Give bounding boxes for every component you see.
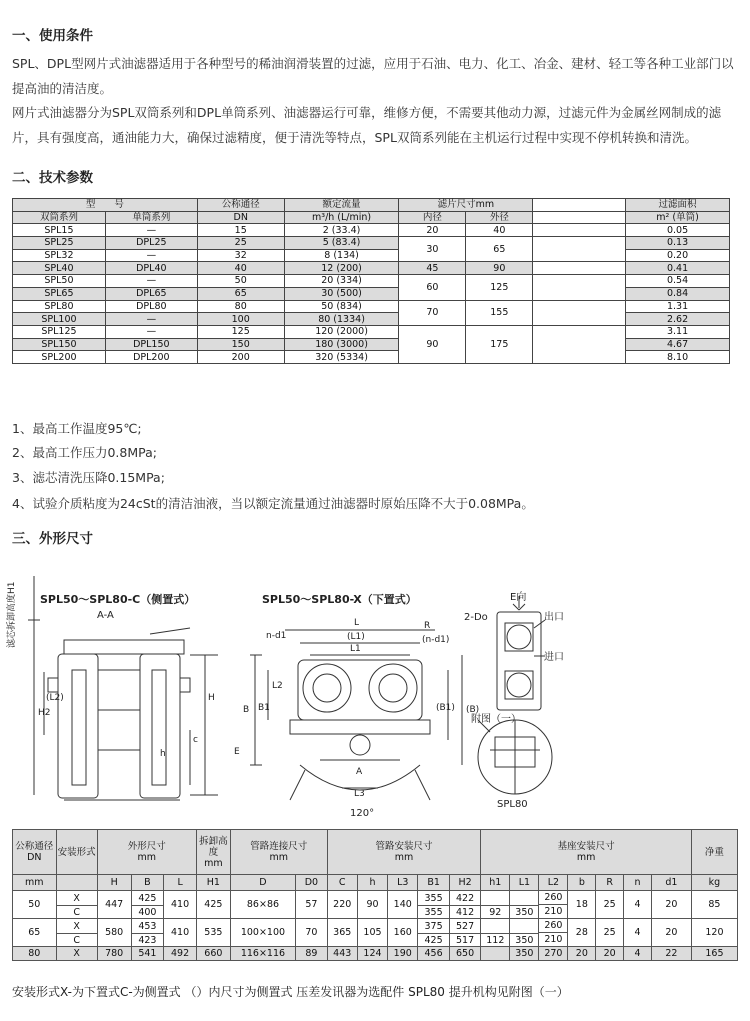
cell: 15 bbox=[197, 224, 284, 237]
table-row bbox=[13, 262, 730, 275]
cell: 220 bbox=[327, 891, 357, 919]
cell: 0.54 bbox=[626, 275, 730, 288]
label-2do: 2-Do bbox=[464, 612, 488, 623]
cell: 165 bbox=[691, 947, 737, 961]
cell: 60 bbox=[399, 275, 466, 300]
cell: DPL200 bbox=[105, 351, 197, 364]
unit-cell: mm bbox=[13, 875, 57, 891]
cell: — bbox=[105, 325, 197, 338]
cell: 20 bbox=[651, 891, 691, 919]
dim-label: R bbox=[424, 621, 431, 631]
cell: 456 bbox=[418, 947, 449, 961]
cell: SPL25 bbox=[13, 237, 106, 250]
label-inlet: 进口 bbox=[544, 652, 564, 663]
cell: 20 bbox=[651, 919, 691, 947]
dim-label: (L2) bbox=[46, 693, 64, 703]
th-dn-unit: DN bbox=[197, 211, 284, 224]
cell: 210 bbox=[539, 933, 568, 947]
cell: 780 bbox=[97, 947, 131, 961]
cell: 25 bbox=[596, 919, 624, 947]
table-caption: 安装形式X-为下置式C-为侧置式 （）内尺寸为侧置式 压差发讯器为选配件 SPL80 提升机构见附图（一） bbox=[12, 985, 569, 999]
cell: 412 bbox=[449, 906, 480, 919]
table-row bbox=[13, 947, 738, 961]
label-e-dir: E向 bbox=[510, 592, 527, 603]
dim-label: A bbox=[356, 767, 363, 777]
cell: 124 bbox=[357, 947, 387, 961]
cell: 100 bbox=[197, 313, 284, 326]
cell: 4.67 bbox=[626, 338, 730, 351]
cell: DPL65 bbox=[105, 287, 197, 300]
cell: 270 bbox=[539, 947, 568, 961]
unit-cell: n bbox=[624, 875, 652, 891]
label-spl80: SPL80 bbox=[497, 799, 528, 810]
unit-cell: B bbox=[131, 875, 164, 891]
cell: 57 bbox=[296, 891, 327, 919]
note-2: 2、最高工作压力0.8MPa; bbox=[12, 445, 157, 460]
cell: X bbox=[56, 919, 97, 934]
cell: 200 bbox=[197, 351, 284, 364]
cell: 453 bbox=[131, 919, 164, 934]
dim-label: L bbox=[354, 618, 360, 628]
cell: 30 (500) bbox=[284, 287, 399, 300]
cell: 20 bbox=[596, 947, 624, 961]
dim-label: L2 bbox=[272, 681, 283, 691]
cell: 12 (200) bbox=[284, 262, 399, 275]
dim-label: (B) bbox=[466, 705, 480, 715]
cell: 447 bbox=[97, 891, 131, 919]
label-outlet: 出口 bbox=[544, 612, 564, 623]
cell: 4 bbox=[624, 919, 652, 947]
dim-label: B bbox=[243, 705, 250, 715]
th-area: 过滤面积 bbox=[626, 199, 730, 212]
unit-cell bbox=[56, 875, 97, 891]
usage-paragraph-1: SPL、DPL型网片式油滤器适用于各种型号的稀油润滑装置的过滤，应用于石油、电力、化工、冶金、建材、轻工等各种工业部门以提高油的清洁度。 bbox=[12, 56, 734, 96]
cell: 70 bbox=[296, 919, 327, 947]
unit-cell: h1 bbox=[481, 875, 510, 891]
dim-label: L3 bbox=[354, 789, 365, 799]
usage-paragraph-2: 网片式油滤器分为SPL双筒系列和DPL单筒系列、油滤器运行可靠，维修方便，不需要其他动力源，过滤元件为金属丝网制成的滤片，具有强度高，通油能力大，确保过滤精度，便于清洗等特点，SPL双筒系列能在主机运行过程中实现不停机转换和清洗。 bbox=[12, 105, 722, 145]
cell: 25 bbox=[596, 891, 624, 919]
cell: 422 bbox=[449, 891, 480, 906]
cell: 89 bbox=[296, 947, 327, 961]
unit-cell: b bbox=[568, 875, 596, 891]
cell: 30 bbox=[399, 237, 466, 262]
table-row bbox=[13, 300, 730, 313]
cell: 20 (334) bbox=[284, 275, 399, 288]
cell: 425 bbox=[418, 934, 449, 947]
cell: 80 bbox=[197, 300, 284, 313]
cell: 580 bbox=[97, 919, 131, 947]
th-base bbox=[481, 830, 692, 875]
th-area-unit: m² (单筒) bbox=[626, 211, 730, 224]
th-model: 型 号 bbox=[13, 199, 198, 212]
cell bbox=[481, 947, 510, 961]
dim-label: L1 bbox=[350, 644, 361, 654]
th-outer-label: 外形尺寸 bbox=[127, 841, 166, 852]
cell: 4 bbox=[624, 891, 652, 919]
cell: 86×86 bbox=[230, 891, 295, 919]
unit-cell: C bbox=[327, 875, 357, 891]
section-title-specs: 二、技术参数 bbox=[12, 170, 93, 186]
cell: 350 bbox=[510, 934, 539, 947]
cell: 355 bbox=[418, 906, 449, 919]
cell: 535 bbox=[196, 919, 230, 947]
unit-cell: d1 bbox=[651, 875, 691, 891]
th-pipe bbox=[230, 830, 327, 875]
cell: 92 bbox=[481, 906, 510, 919]
cell: DPL80 bbox=[105, 300, 197, 313]
unit-cell: H bbox=[97, 875, 131, 891]
unit-cell: H1 bbox=[196, 875, 230, 891]
label-aa: A-A bbox=[97, 610, 114, 621]
cell: 50 (834) bbox=[284, 300, 399, 313]
unit-cell: H2 bbox=[449, 875, 480, 891]
cell: 350 bbox=[510, 906, 539, 919]
cell: DPL25 bbox=[105, 237, 197, 250]
dim-label: H bbox=[208, 693, 215, 703]
cell: SPL200 bbox=[13, 351, 106, 364]
th-pipe-unit: mm bbox=[269, 852, 288, 863]
cell: 400 bbox=[131, 906, 164, 919]
th-outer bbox=[97, 830, 196, 875]
unit-cell: R bbox=[596, 875, 624, 891]
th-h1 bbox=[196, 830, 230, 875]
cell: 65 bbox=[466, 237, 533, 262]
dim-label: (B1) bbox=[436, 703, 455, 713]
th-outer: 外径 bbox=[466, 211, 533, 224]
cell: 425 bbox=[131, 891, 164, 906]
cell: 190 bbox=[388, 947, 418, 961]
th-inst-label: 管路安装尺寸 bbox=[375, 841, 433, 852]
th-inst bbox=[327, 830, 481, 875]
cell: C bbox=[56, 934, 97, 947]
table-row bbox=[13, 919, 738, 933]
cell: SPL32 bbox=[13, 249, 106, 262]
cell: 45 bbox=[399, 262, 466, 275]
th-pipe-label: 管路连接尺寸 bbox=[250, 841, 308, 852]
dim-label: c bbox=[193, 735, 198, 745]
cell: 8.10 bbox=[626, 351, 730, 364]
cell: 20 bbox=[399, 224, 466, 237]
cell: 527 bbox=[449, 919, 480, 934]
cell: 22 bbox=[651, 947, 691, 961]
cell: 105 bbox=[357, 919, 387, 947]
cell: 0.41 bbox=[626, 262, 730, 275]
cell: 120 (2000) bbox=[284, 325, 399, 338]
cell: 160 bbox=[388, 919, 418, 947]
unit-cell: B1 bbox=[418, 875, 449, 891]
cell: 65 bbox=[197, 287, 284, 300]
cell: 18 bbox=[568, 891, 596, 919]
th-inst-unit: mm bbox=[394, 852, 414, 863]
cell: DPL150 bbox=[105, 338, 197, 351]
cell: 5 (83.4) bbox=[284, 237, 399, 250]
cell: 0.05 bbox=[626, 224, 730, 237]
unit-cell: L3 bbox=[388, 875, 418, 891]
unit-cell: h bbox=[357, 875, 387, 891]
label-fig1: 附图（一） bbox=[471, 714, 521, 725]
cell: 125 bbox=[197, 325, 284, 338]
cell: SPL125 bbox=[13, 325, 106, 338]
cell: 443 bbox=[327, 947, 357, 961]
unit-cell: L1 bbox=[510, 875, 539, 891]
unit-cell: kg bbox=[691, 875, 737, 891]
th-inner: 内径 bbox=[399, 211, 466, 224]
unit-cell: D bbox=[230, 875, 295, 891]
cell: 32 bbox=[197, 249, 284, 262]
th-disc: 滤片尺寸mm bbox=[399, 199, 533, 212]
cell: 492 bbox=[164, 947, 197, 961]
dim-label: H2 bbox=[38, 708, 51, 718]
cell: 0.13 bbox=[626, 237, 730, 250]
cell: 541 bbox=[131, 947, 164, 961]
cell: 0.84 bbox=[626, 287, 730, 300]
cell: 175 bbox=[466, 325, 533, 363]
dim-label: n-d1 bbox=[266, 631, 287, 641]
section-title-dimensions: 三、外形尺寸 bbox=[12, 531, 93, 547]
th-dual: 双筒系列 bbox=[13, 211, 106, 224]
label-vertical: 滤芯拆卸高度H1 bbox=[7, 581, 17, 648]
cell: 425 bbox=[196, 891, 230, 919]
cell: 80 (1334) bbox=[284, 313, 399, 326]
cell: SPL50 bbox=[13, 275, 106, 288]
cell: 28 bbox=[568, 919, 596, 947]
cell: — bbox=[105, 275, 197, 288]
section-title-usage: 一、使用条件 bbox=[12, 28, 93, 44]
outline-drawing bbox=[0, 560, 750, 822]
label-120deg: 120° bbox=[350, 808, 375, 819]
dim-label: (n-d1) bbox=[422, 635, 450, 645]
th-base-unit: mm bbox=[576, 852, 596, 863]
cell: SPL15 bbox=[13, 224, 106, 237]
cell: 410 bbox=[164, 919, 197, 947]
cell: 1.31 bbox=[626, 300, 730, 313]
cell: 150 bbox=[197, 338, 284, 351]
cell: 90 bbox=[399, 325, 466, 363]
cell: 20 bbox=[568, 947, 596, 961]
cell: 650 bbox=[449, 947, 480, 961]
cell: — bbox=[105, 313, 197, 326]
cell: 260 bbox=[539, 919, 568, 933]
cell: SPL65 bbox=[13, 287, 106, 300]
cell: 50 bbox=[13, 891, 57, 919]
cell: 410 bbox=[164, 891, 197, 919]
th-mode: 安装形式 bbox=[56, 830, 97, 875]
cell: 660 bbox=[196, 947, 230, 961]
cell: — bbox=[105, 224, 197, 237]
cell: 180 (3000) bbox=[284, 338, 399, 351]
cell: 350 bbox=[510, 947, 539, 961]
cell: 120 bbox=[691, 919, 737, 947]
cell: 100×100 bbox=[230, 919, 295, 947]
th-flow: 额定流量 bbox=[284, 199, 399, 212]
unit-cell: L2 bbox=[539, 875, 568, 891]
th-dn: 公称通径 bbox=[197, 199, 284, 212]
cell: 50 bbox=[197, 275, 284, 288]
cell: 423 bbox=[131, 934, 164, 947]
th-outer-unit: mm bbox=[137, 852, 157, 863]
cell: 3.11 bbox=[626, 325, 730, 338]
cell: X bbox=[56, 891, 97, 906]
dim-label: B1 bbox=[258, 703, 270, 713]
cell: 40 bbox=[466, 224, 533, 237]
cell: 355 bbox=[418, 891, 449, 906]
cell: DPL40 bbox=[105, 262, 197, 275]
table-row bbox=[13, 275, 730, 288]
cell: 112 bbox=[481, 934, 510, 947]
cell: SPL150 bbox=[13, 338, 106, 351]
note-4: 4、试验介质粘度为24cSt的清洁油液，当以额定流量通过油滤器时原始压降不大于0.08MPa。 bbox=[12, 496, 534, 511]
cell: 155 bbox=[466, 300, 533, 325]
cell: SPL40 bbox=[13, 262, 106, 275]
cell: 0.20 bbox=[626, 249, 730, 262]
th-h1-unit: mm bbox=[204, 857, 223, 869]
cell: 40 bbox=[197, 262, 284, 275]
dim-label: (L1) bbox=[347, 632, 365, 642]
cell: X bbox=[56, 947, 97, 961]
cell: 116×116 bbox=[230, 947, 295, 961]
spec-table bbox=[12, 198, 730, 364]
cell: SPL100 bbox=[13, 313, 106, 326]
cell: 375 bbox=[418, 919, 449, 934]
cell: 365 bbox=[327, 919, 357, 947]
th-single: 单筒系列 bbox=[105, 211, 197, 224]
unit-cell: L bbox=[164, 875, 197, 891]
th-weight: 净重 bbox=[691, 830, 737, 875]
th-dn: 公称通径DN bbox=[13, 830, 57, 875]
note-1: 1、最高工作温度95℃; bbox=[12, 421, 142, 436]
cell: — bbox=[105, 249, 197, 262]
th-base-label: 基座安装尺寸 bbox=[557, 841, 615, 852]
cell: 2 (33.4) bbox=[284, 224, 399, 237]
th-h1-label: 拆卸高度 bbox=[199, 835, 228, 858]
cell: 210 bbox=[539, 905, 568, 919]
cell: 8 (134) bbox=[284, 249, 399, 262]
table-row bbox=[13, 237, 730, 250]
cell: SPL80 bbox=[13, 300, 106, 313]
cell: 65 bbox=[13, 919, 57, 947]
drawing-title-under: SPL50～SPL80-X（下置式） bbox=[262, 593, 417, 606]
cell: 140 bbox=[388, 891, 418, 919]
cell: 4 bbox=[624, 947, 652, 961]
th-flow-unit: m³/h (L/min) bbox=[284, 211, 399, 224]
cell: 517 bbox=[449, 934, 480, 947]
cell: 85 bbox=[691, 891, 737, 919]
cell: 2.62 bbox=[626, 313, 730, 326]
cell: 260 bbox=[539, 891, 568, 905]
cell: 25 bbox=[197, 237, 284, 250]
cell: 70 bbox=[399, 300, 466, 325]
table-row bbox=[13, 325, 730, 338]
cell: 80 bbox=[13, 947, 57, 961]
dim-label: E bbox=[234, 747, 240, 757]
dim-label: h bbox=[160, 749, 166, 759]
drawing-title-side: SPL50～SPL80-C（侧置式） bbox=[40, 593, 196, 606]
cell: C bbox=[56, 906, 97, 919]
cell: 320 (5334) bbox=[284, 351, 399, 364]
table-row bbox=[13, 224, 730, 237]
cell: 125 bbox=[466, 275, 533, 300]
note-3: 3、滤芯清洗压降0.15MPa; bbox=[12, 470, 165, 485]
unit-cell: D0 bbox=[296, 875, 327, 891]
cell: 90 bbox=[466, 262, 533, 275]
dimension-table bbox=[12, 829, 738, 961]
cell: 90 bbox=[357, 891, 387, 919]
table-row bbox=[13, 891, 738, 905]
